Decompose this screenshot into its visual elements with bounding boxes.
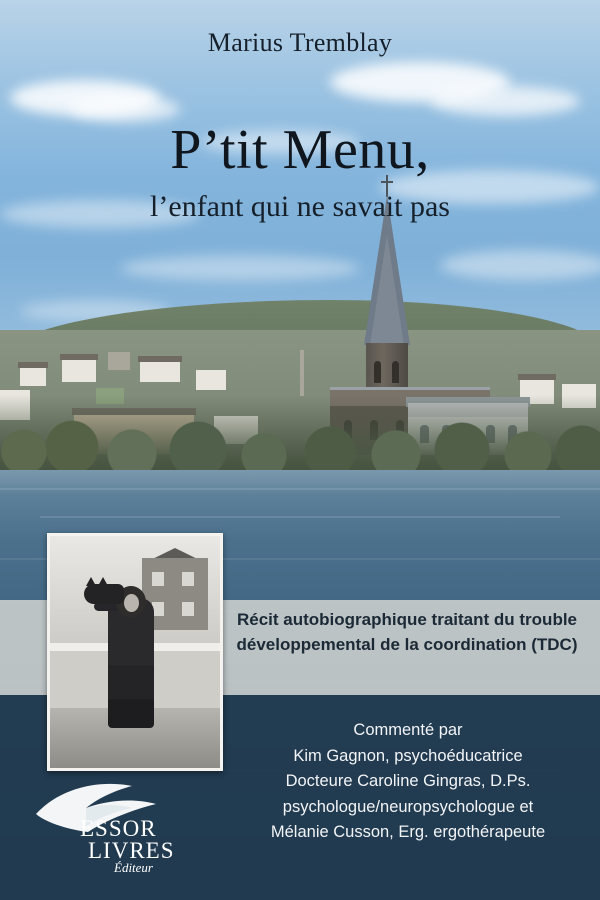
building	[140, 360, 180, 382]
tower-window	[392, 361, 399, 383]
author-name: Marius Tremblay	[207, 28, 393, 57]
cloud-icon	[430, 86, 580, 116]
credit-line: Docteure Caroline Gingras, D.Ps.	[285, 772, 531, 791]
building	[20, 366, 46, 386]
photo-window	[182, 602, 194, 616]
credit-line: Mélanie Cusson, Erg. ergothérapeute	[270, 823, 546, 842]
photo-window	[182, 572, 194, 586]
photo-child-face	[124, 594, 139, 612]
building-roof	[18, 362, 48, 368]
water-ripple	[40, 516, 560, 518]
building	[108, 352, 130, 370]
building-roof	[138, 356, 182, 362]
credit-line: psychologue/neuropsychologue et	[282, 797, 534, 816]
building	[62, 358, 96, 382]
tower-window	[374, 361, 381, 383]
cloud-icon	[120, 255, 360, 281]
antenna-mast	[300, 350, 304, 396]
book-subtitle: l’enfant qui ne savait pas	[150, 190, 450, 223]
photo-window	[152, 572, 164, 586]
publisher-name-line2: LIVRES	[88, 838, 175, 863]
publisher-tagline: Éditeur	[114, 860, 153, 875]
credits-heading: Commenté par	[353, 721, 463, 739]
credit-line: Kim Gagnon, psychoéducatrice	[293, 746, 523, 765]
book-title: P’tit Menu,	[170, 119, 430, 181]
blurb-text: Récit autobiographique traitant du trouble développemental de la coordination (TDC)	[236, 610, 578, 654]
child-with-cat-photo	[47, 533, 223, 771]
building-roof	[60, 354, 98, 360]
cat-icon	[84, 584, 124, 604]
publisher-name-line1: ESSOR	[80, 816, 157, 841]
water-ripple	[0, 488, 600, 490]
building	[196, 370, 226, 390]
credits-block	[232, 718, 584, 846]
church-spire-inner	[370, 235, 404, 345]
publisher-logo	[28, 780, 208, 880]
